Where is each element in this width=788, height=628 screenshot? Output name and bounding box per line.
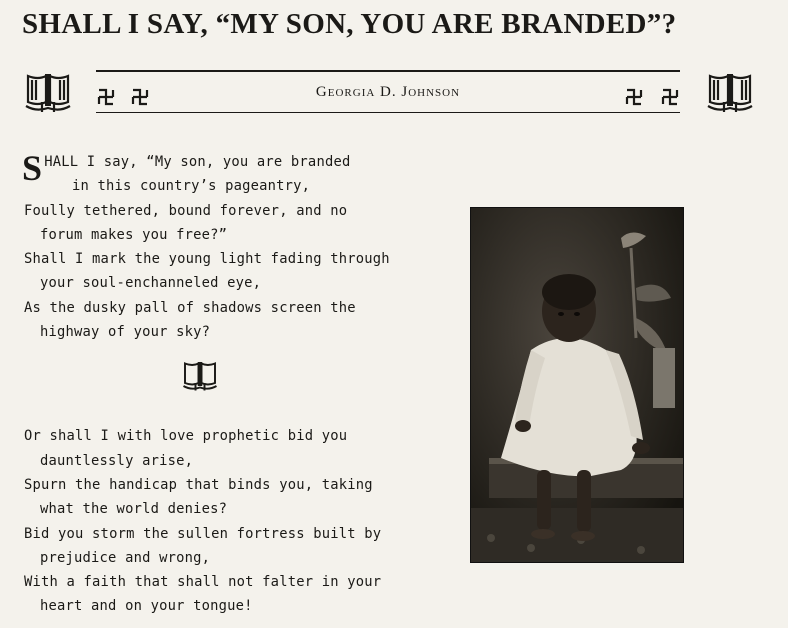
- drop-cap: S: [22, 148, 43, 188]
- photo-illustration: [471, 208, 683, 562]
- stanza-1: [22, 148, 390, 344]
- poem-line: what the world denies?: [40, 501, 228, 518]
- open-book-icon: [24, 72, 72, 116]
- poem-line: As the dusky pall of shadows screen the: [24, 299, 356, 316]
- poem-line: highway of your sky?: [40, 324, 211, 341]
- author-name: Georgia D. Johnson: [315, 84, 461, 100]
- poem-line: With a faith that shall not falter in your: [24, 574, 382, 591]
- page-title: SHALL I SAY, “MY SON, YOU ARE BRANDED”?: [22, 8, 677, 40]
- stanza-2: [24, 424, 384, 618]
- open-book-icon: [706, 72, 754, 116]
- stanza-divider: [24, 344, 384, 424]
- poem-line: Shall I mark the young light fading through: [24, 251, 390, 268]
- poem-line: Bid you storm the sullen fortress built by: [24, 525, 382, 542]
- poem-line: prejudice and wrong,: [40, 549, 211, 566]
- poem-line: Spurn the handicap that binds you, taking: [24, 476, 373, 493]
- poem-line: in this country’s pageantry,: [72, 178, 311, 195]
- child-photograph: [470, 207, 684, 563]
- poem-line: your soul-enchanneled eye,: [40, 275, 262, 292]
- header-rule-top: [96, 70, 680, 72]
- open-book-icon: [182, 360, 218, 394]
- poem-line: forum makes you free?”: [40, 226, 228, 243]
- poem-line: heart and on your tongue!: [40, 598, 253, 615]
- poem-line: Foully tethered, bound forever, and no: [24, 202, 348, 219]
- poem-line: Or shall I with love prophetic bid you: [24, 428, 348, 445]
- poem-line: dauntlessly arise,: [40, 452, 194, 469]
- header-rule-bottom: [96, 112, 680, 113]
- poem-line: SHALL I say, “My son, you are branded: [22, 148, 351, 188]
- poem: [22, 148, 390, 619]
